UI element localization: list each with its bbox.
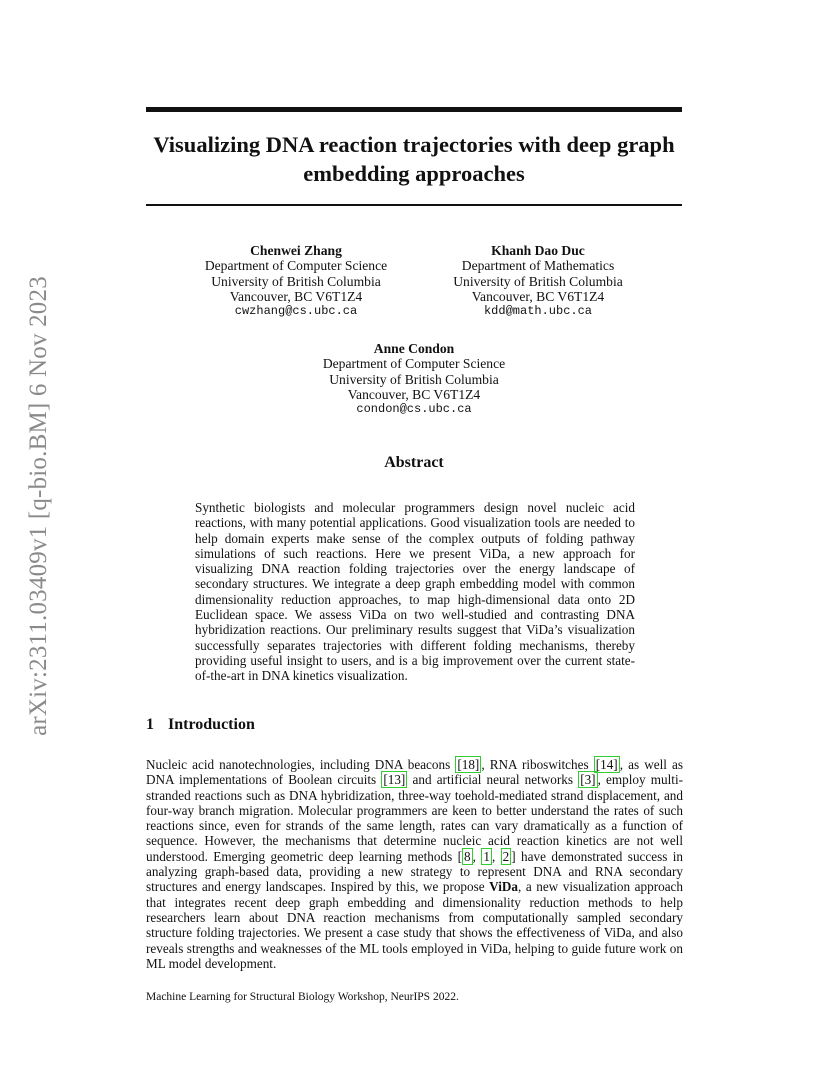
author-name: Khanh Dao Duc: [491, 243, 585, 258]
intro-text: , employ multi-stranded reactions such as DNA hybridization, three-way toehold-mediated strand displacement, and four-way branch migration. Molecular programmers are keen to better understand the rates of such reactions since, even for strands of the same length, rates can vary dramatically as a function of sequence. However, the mechanisms that determine nucleic acid reaction kinetics are not well understood. Emerging geometric deep learning methods [: [146, 772, 684, 864]
introduction-paragraph: [146, 757, 683, 971]
section-title: Introduction: [168, 716, 255, 733]
author-block: [314, 341, 514, 417]
citation-link[interactable]: [13]: [383, 772, 406, 788]
title-bottom-rule: [146, 204, 682, 206]
intro-text: , a new visualization approach that integrates recent deep graph embedding and dimensionality reduction methods to help researchers learn about DNA reaction mechanisms from computationally sampled secondary structure folding trajectories. We present a case study that shows the effectiveness of ViDa, and also reveals strengths and weaknesses of the ML tools employed in ViDa, helping to guide future work on ML model development.: [146, 879, 683, 971]
author-department: Department of Computer Science: [322, 356, 506, 372]
section-heading: [146, 716, 255, 734]
author-email[interactable]: kdd@math.ubc.ca: [483, 304, 593, 319]
citation-link[interactable]: 1: [483, 848, 490, 864]
author-university: University of British Columbia: [329, 371, 499, 387]
footer-note: Machine Learning for Structural Biology Workshop, NeurIPS 2022.: [146, 991, 459, 1003]
author-name: Chenwei Zhang: [250, 243, 342, 258]
author-university: University of British Columbia: [453, 273, 623, 289]
intro-text: , RNA riboswitches: [481, 757, 594, 772]
author-department: Department of Computer Science: [204, 258, 388, 274]
author-address: Vancouver, BC V6T1Z4: [347, 386, 481, 402]
abstract-heading: Abstract: [384, 454, 444, 471]
title-top-rule: [146, 107, 682, 112]
vida-term: ViDa: [489, 879, 518, 895]
citation-link[interactable]: [14]: [595, 757, 618, 772]
intro-text: , as well as DNA implementations of Boolean circuits: [146, 757, 683, 788]
arxiv-sidebar: [18, 268, 60, 743]
intro-text: ,: [491, 848, 501, 864]
author-address: Vancouver, BC V6T1Z4: [229, 288, 363, 304]
citation-link[interactable]: [18]: [457, 757, 480, 772]
arxiv-identifier: arXiv:2311.03409v1 [q-bio.BM] 6 Nov 2023: [25, 275, 53, 736]
author-university: University of British Columbia: [211, 273, 381, 289]
intro-text: ] have demonstrated success in analyzing graph-based data, providing a new strategy to represent DNA and RNA secondary structures and energy landscapes. Inspired by this, we propose: [146, 848, 684, 895]
section-number: 1: [146, 716, 154, 733]
author-address: Vancouver, BC V6T1Z4: [471, 288, 605, 304]
author-name: Anne Condon: [373, 341, 455, 356]
intro-text: Nucleic acid nanotechnologies, including DNA beacons: [146, 757, 456, 772]
author-block: [438, 243, 638, 319]
author-block: [196, 243, 396, 319]
intro-text: and artificial neural networks: [407, 772, 579, 788]
author-department: Department of Mathematics: [461, 258, 615, 274]
citation-link[interactable]: 8: [464, 848, 471, 864]
author-email[interactable]: cwzhang@cs.ubc.ca: [234, 304, 358, 319]
author-email[interactable]: condon@cs.ubc.ca: [356, 402, 472, 417]
citation-link[interactable]: [3]: [580, 772, 596, 788]
intro-text: ,: [472, 848, 482, 864]
citation-link[interactable]: 2: [502, 848, 510, 864]
paper-title: Visualizing DNA reaction trajectories with deep graph embedding approaches: [153, 132, 675, 186]
abstract-text: Synthetic biologists and molecular programmers design novel nucleic acid reactions, with many potential applications. Good visualization tools are needed to help domain experts make sense of the complex outputs of folding pathway simulations of such reactions. Here we present ViDa, a new approach for visualizing DNA reaction folding trajectories over the energy landscape of secondary structures. We integrate a deep graph embedding model with common dimensionality reduction approaches, to map high-dimensional data onto 2D Euclidean space. We assess ViDa on two well-studied and contrasting DNA hybridization reactions. Our preliminary results suggest that ViDa’s visualization successfully separates trajectories with different folding mechanisms, thereby providing useful insight to users, and is a big improvement over the current state-of-the-art in DNA kinetics visualization.: [195, 500, 635, 684]
